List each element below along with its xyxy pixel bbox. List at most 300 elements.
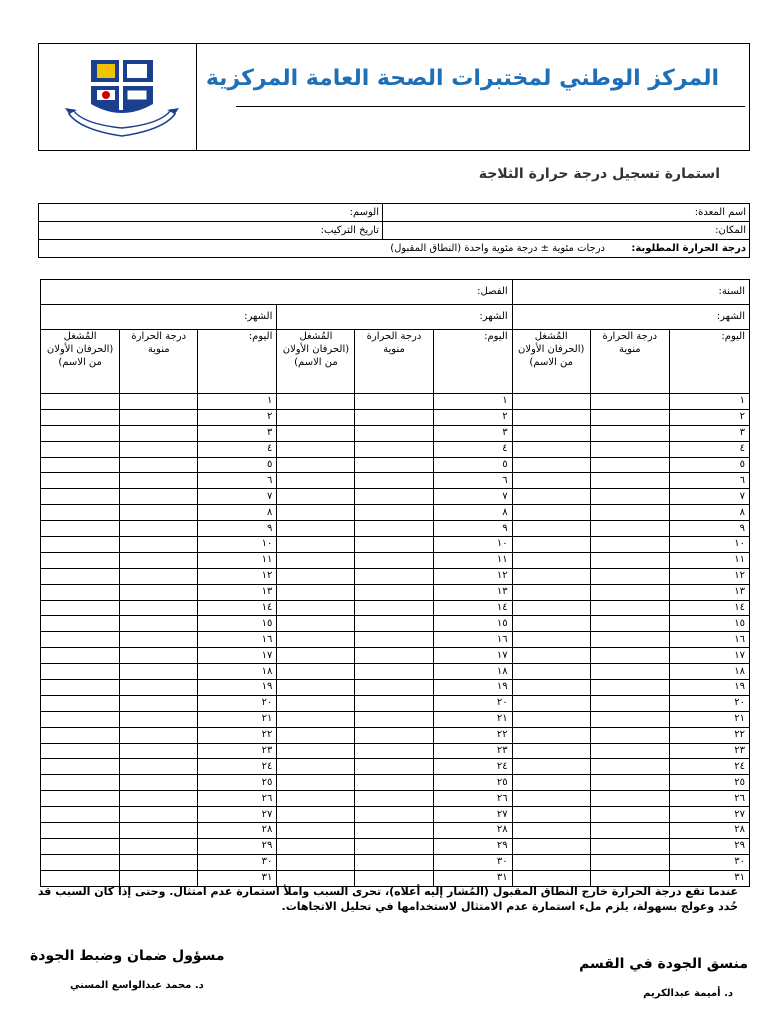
- day-number: ١٨: [198, 664, 277, 680]
- operator-initials-cell[interactable]: [41, 807, 120, 823]
- col-operator-header: المُشغل (الحرفان الأولان من الاسم): [277, 330, 355, 394]
- temperature-entry-cell[interactable]: [355, 727, 433, 743]
- operator-initials-cell[interactable]: [41, 664, 120, 680]
- temperature-entry-cell[interactable]: [590, 648, 669, 664]
- operator-initials-cell[interactable]: [512, 775, 590, 791]
- day-row: [41, 711, 750, 727]
- day-number: ٩: [433, 521, 512, 537]
- temperature-entry-cell[interactable]: [355, 648, 433, 664]
- day-number: ١٠: [198, 537, 277, 553]
- day-number: ٢٩: [198, 838, 277, 854]
- day-row: [41, 854, 750, 870]
- temperature-entry-cell[interactable]: [355, 680, 433, 696]
- day-number: ٣: [433, 425, 512, 441]
- temperature-entry-cell[interactable]: [120, 823, 198, 839]
- operator-initials-cell[interactable]: [41, 552, 120, 568]
- operator-initials-cell[interactable]: [277, 807, 355, 823]
- day-number: ٢٦: [669, 791, 749, 807]
- day-number: ٢١: [198, 711, 277, 727]
- operator-initials-cell[interactable]: [512, 616, 590, 632]
- operator-initials-cell[interactable]: [277, 632, 355, 648]
- temperature-entry-cell[interactable]: [590, 537, 669, 553]
- temperature-entry-cell[interactable]: [590, 616, 669, 632]
- day-number: ٢١: [669, 711, 749, 727]
- temperature-entry-cell[interactable]: [590, 505, 669, 521]
- operator-initials-cell[interactable]: [277, 664, 355, 680]
- day-number: ٢: [433, 409, 512, 425]
- temperature-entry-cell[interactable]: [590, 425, 669, 441]
- day-number: ٣٠: [433, 854, 512, 870]
- temperature-entry-cell[interactable]: [590, 759, 669, 775]
- header-box: [38, 43, 750, 151]
- day-number: ١٢: [433, 568, 512, 584]
- operator-initials-cell[interactable]: [277, 854, 355, 870]
- temperature-entry-cell[interactable]: [355, 457, 433, 473]
- temperature-entry-cell[interactable]: [355, 505, 433, 521]
- day-number: ١٩: [669, 680, 749, 696]
- temperature-entry-cell[interactable]: [355, 759, 433, 775]
- operator-initials-cell[interactable]: [277, 616, 355, 632]
- day-number: ٦: [669, 473, 749, 489]
- temperature-entry-cell[interactable]: [355, 838, 433, 854]
- operator-initials-cell[interactable]: [512, 743, 590, 759]
- day-row: [41, 441, 750, 457]
- day-number: ١١: [433, 552, 512, 568]
- operator-initials-cell[interactable]: [512, 854, 590, 870]
- temperature-entry-cell[interactable]: [120, 568, 198, 584]
- operator-initials-cell[interactable]: [41, 489, 120, 505]
- operator-initials-cell[interactable]: [277, 409, 355, 425]
- temperature-entry-cell[interactable]: [355, 791, 433, 807]
- day-number: ٢٩: [433, 838, 512, 854]
- day-row: [41, 600, 750, 616]
- temperature-entry-cell[interactable]: [590, 409, 669, 425]
- operator-initials-cell[interactable]: [41, 632, 120, 648]
- day-number: ٧: [433, 489, 512, 505]
- col-temp-header: درجة الحرارة منوية: [120, 330, 198, 394]
- temperature-entry-cell[interactable]: [355, 775, 433, 791]
- temperature-entry-cell[interactable]: [120, 425, 198, 441]
- col-temp-header: درجة الحرارة منوية: [590, 330, 669, 394]
- temperature-entry-cell[interactable]: [590, 441, 669, 457]
- temperature-entry-cell[interactable]: [120, 441, 198, 457]
- temperature-entry-cell[interactable]: [120, 616, 198, 632]
- operator-initials-cell[interactable]: [277, 759, 355, 775]
- temperature-entry-cell[interactable]: [590, 680, 669, 696]
- temperature-entry-cell[interactable]: [590, 584, 669, 600]
- day-number: ١: [198, 394, 277, 410]
- temperature-entry-cell[interactable]: [120, 394, 198, 410]
- day-number: ٢٨: [198, 823, 277, 839]
- operator-initials-cell[interactable]: [512, 394, 590, 410]
- temperature-entry-cell[interactable]: [120, 648, 198, 664]
- temperature-entry-cell[interactable]: [120, 727, 198, 743]
- operator-initials-cell[interactable]: [512, 838, 590, 854]
- temperature-entry-cell[interactable]: [355, 711, 433, 727]
- temperature-entry-cell[interactable]: [590, 743, 669, 759]
- temperature-entry-cell[interactable]: [355, 743, 433, 759]
- day-number: ٩: [669, 521, 749, 537]
- operator-initials-cell[interactable]: [512, 791, 590, 807]
- day-number: ١٦: [669, 632, 749, 648]
- operator-initials-cell[interactable]: [277, 791, 355, 807]
- operator-initials-cell[interactable]: [41, 537, 120, 553]
- temperature-entry-cell[interactable]: [590, 711, 669, 727]
- day-number: ١٥: [669, 616, 749, 632]
- operator-initials-cell[interactable]: [512, 807, 590, 823]
- operator-initials-cell[interactable]: [41, 775, 120, 791]
- day-row: [41, 648, 750, 664]
- day-row: [41, 584, 750, 600]
- temperature-entry-cell[interactable]: [355, 584, 433, 600]
- day-number: ٤: [198, 441, 277, 457]
- season-label: الفصل:: [477, 286, 508, 297]
- operator-initials-cell[interactable]: [277, 394, 355, 410]
- temperature-entry-cell[interactable]: [120, 505, 198, 521]
- day-number: ٢٩: [669, 838, 749, 854]
- operator-initials-cell[interactable]: [512, 521, 590, 537]
- temperature-entry-cell[interactable]: [120, 854, 198, 870]
- header-divider: [196, 44, 197, 150]
- operator-initials-cell[interactable]: [277, 775, 355, 791]
- temperature-entry-cell[interactable]: [355, 552, 433, 568]
- day-number: ٢٨: [669, 823, 749, 839]
- day-number: ٢٧: [669, 807, 749, 823]
- temperature-entry-cell[interactable]: [590, 664, 669, 680]
- center-logo: [61, 52, 183, 144]
- day-number: ١: [433, 394, 512, 410]
- operator-initials-cell[interactable]: [512, 409, 590, 425]
- operator-initials-cell[interactable]: [277, 727, 355, 743]
- temperature-entry-cell[interactable]: [120, 409, 198, 425]
- day-row: [41, 838, 750, 854]
- temperature-entry-cell[interactable]: [355, 409, 433, 425]
- quality-coordinator-title: منسق الجودة في القسم: [579, 956, 748, 972]
- operator-initials-cell[interactable]: [41, 521, 120, 537]
- tag-label: الوسم:: [349, 207, 379, 218]
- operator-initials-cell[interactable]: [512, 664, 590, 680]
- required-temp-label: درجة الحرارة المطلوبة:: [631, 243, 746, 254]
- day-number: ٨: [433, 505, 512, 521]
- day-number: ٢٤: [198, 759, 277, 775]
- day-number: ٢٦: [433, 791, 512, 807]
- temperature-entry-cell[interactable]: [590, 521, 669, 537]
- operator-initials-cell[interactable]: [41, 584, 120, 600]
- temperature-entry-cell[interactable]: [355, 632, 433, 648]
- day-row: [41, 807, 750, 823]
- operator-initials-cell[interactable]: [512, 441, 590, 457]
- month-cell-2[interactable]: [277, 305, 512, 330]
- temperature-entry-cell[interactable]: [355, 537, 433, 553]
- temperature-entry-cell[interactable]: [590, 775, 669, 791]
- temperature-entry-cell[interactable]: [120, 489, 198, 505]
- temperature-entry-cell[interactable]: [355, 425, 433, 441]
- day-number: ١٣: [198, 584, 277, 600]
- day-number: ٣٠: [669, 854, 749, 870]
- operator-initials-cell[interactable]: [512, 648, 590, 664]
- day-row: [41, 409, 750, 425]
- operator-initials-cell[interactable]: [41, 505, 120, 521]
- operator-initials-cell[interactable]: [512, 759, 590, 775]
- temperature-entry-cell[interactable]: [355, 854, 433, 870]
- day-row: [41, 537, 750, 553]
- temperature-entry-cell[interactable]: [120, 600, 198, 616]
- operator-initials-cell[interactable]: [41, 457, 120, 473]
- season-cell[interactable]: [41, 280, 513, 305]
- day-number: ١٩: [433, 680, 512, 696]
- day-number: ٨: [669, 505, 749, 521]
- day-row: [41, 521, 750, 537]
- day-number: ٢٠: [669, 695, 749, 711]
- temperature-entry-cell[interactable]: [120, 807, 198, 823]
- temperature-entry-cell[interactable]: [355, 807, 433, 823]
- temperature-entry-cell[interactable]: [120, 537, 198, 553]
- month-label: الشهر:: [716, 311, 745, 322]
- day-row: [41, 616, 750, 632]
- day-number: ٧: [669, 489, 749, 505]
- temperature-entry-cell[interactable]: [590, 568, 669, 584]
- temperature-entry-cell[interactable]: [120, 457, 198, 473]
- month-label: الشهر:: [479, 311, 508, 322]
- operator-initials-cell[interactable]: [512, 505, 590, 521]
- temperature-entry-cell[interactable]: [355, 568, 433, 584]
- operator-initials-cell[interactable]: [41, 568, 120, 584]
- temperature-entry-cell[interactable]: [120, 632, 198, 648]
- month-cell-3[interactable]: [41, 305, 277, 330]
- operator-initials-cell[interactable]: [277, 441, 355, 457]
- temperature-entry-cell[interactable]: [120, 711, 198, 727]
- form-title: استمارة تسجيل درجة حرارة الثلاجة: [478, 166, 720, 182]
- operator-initials-cell[interactable]: [512, 489, 590, 505]
- day-number: ٢٢: [669, 727, 749, 743]
- col-temp-header: درجة الحرارة منوية: [355, 330, 433, 394]
- operator-initials-cell[interactable]: [512, 600, 590, 616]
- operator-initials-cell[interactable]: [41, 727, 120, 743]
- col-day-header: اليوم:: [669, 330, 749, 394]
- day-number: ٤: [433, 441, 512, 457]
- temperature-entry-cell[interactable]: [120, 775, 198, 791]
- temperature-entry-cell[interactable]: [120, 584, 198, 600]
- tag-cell[interactable]: [39, 204, 383, 222]
- day-number: ٢٥: [669, 775, 749, 791]
- day-row: [41, 743, 750, 759]
- operator-initials-cell[interactable]: [41, 680, 120, 696]
- day-number: ٢٦: [198, 791, 277, 807]
- day-number: ١٤: [198, 600, 277, 616]
- title-underline: [236, 106, 745, 107]
- day-number: ١٣: [433, 584, 512, 600]
- day-number: ١١: [669, 552, 749, 568]
- qa-officer-name: د. محمد عبدالواسع المسني: [70, 980, 204, 991]
- operator-initials-cell[interactable]: [277, 584, 355, 600]
- day-number: ٣١: [669, 870, 749, 886]
- day-number: ٥: [198, 457, 277, 473]
- temperature-entry-cell[interactable]: [590, 394, 669, 410]
- day-number: ٦: [433, 473, 512, 489]
- operator-initials-cell[interactable]: [277, 457, 355, 473]
- operator-initials-cell[interactable]: [41, 854, 120, 870]
- col-operator-header: المُشغل (الحرفان الأولان من الاسم): [41, 330, 120, 394]
- day-row: [41, 505, 750, 521]
- temperature-entry-cell[interactable]: [355, 695, 433, 711]
- day-row: [41, 759, 750, 775]
- operator-initials-cell[interactable]: [512, 473, 590, 489]
- operator-initials-cell[interactable]: [512, 632, 590, 648]
- operator-initials-cell[interactable]: [512, 552, 590, 568]
- temperature-entry-cell[interactable]: [355, 600, 433, 616]
- operator-initials-cell[interactable]: [277, 648, 355, 664]
- day-number: ٥: [433, 457, 512, 473]
- day-number: ١٥: [198, 616, 277, 632]
- day-number: ١٠: [669, 537, 749, 553]
- temperature-entry-cell[interactable]: [355, 394, 433, 410]
- operator-initials-cell[interactable]: [41, 838, 120, 854]
- operator-initials-cell[interactable]: [41, 616, 120, 632]
- location-cell[interactable]: [383, 222, 750, 240]
- operator-initials-cell[interactable]: [41, 394, 120, 410]
- operator-initials-cell[interactable]: [277, 489, 355, 505]
- operator-initials-cell[interactable]: [512, 680, 590, 696]
- device-info-table: [38, 203, 750, 258]
- temperature-entry-cell[interactable]: [120, 680, 198, 696]
- operator-initials-cell[interactable]: [277, 568, 355, 584]
- month-cell-1[interactable]: [512, 305, 749, 330]
- operator-initials-cell[interactable]: [277, 537, 355, 553]
- day-number: ١٧: [198, 648, 277, 664]
- device-name-cell[interactable]: [383, 204, 750, 222]
- operator-initials-cell[interactable]: [41, 791, 120, 807]
- operator-initials-cell[interactable]: [512, 425, 590, 441]
- operator-initials-cell[interactable]: [512, 823, 590, 839]
- temperature-entry-cell[interactable]: [355, 664, 433, 680]
- temperature-entry-cell[interactable]: [120, 521, 198, 537]
- required-temp-value: درجات مئوية ± درجة مئوية واحدة (النطاق المقبول): [390, 243, 605, 254]
- operator-initials-cell[interactable]: [41, 711, 120, 727]
- temperature-entry-cell[interactable]: [355, 616, 433, 632]
- operator-initials-cell[interactable]: [277, 552, 355, 568]
- operator-initials-cell[interactable]: [277, 838, 355, 854]
- temperature-entry-cell[interactable]: [120, 552, 198, 568]
- operator-initials-cell[interactable]: [277, 473, 355, 489]
- operator-initials-cell[interactable]: [277, 425, 355, 441]
- day-number: ٢٤: [433, 759, 512, 775]
- col-day-header: اليوم:: [433, 330, 512, 394]
- temperature-entry-cell[interactable]: [590, 632, 669, 648]
- operator-initials-cell[interactable]: [512, 584, 590, 600]
- temperature-entry-cell[interactable]: [590, 807, 669, 823]
- operator-initials-cell[interactable]: [512, 537, 590, 553]
- day-number: ١٢: [198, 568, 277, 584]
- instruction-note: عندما تقع درجة الحرارة خارج النطاق المقبول (المُشار إليه أعلاه)، تحرى السبب واملأ استمارة عدم امتثال. وحتى إذا كان السبب قد حُدد وعولج بسهولة، يلزم ملء استمارة عدم الامتثال لاستخدامها في تحليل الاتجاهات.: [37, 885, 738, 913]
- day-number: ٢٠: [433, 695, 512, 711]
- temperature-entry-cell[interactable]: [590, 854, 669, 870]
- operator-initials-cell[interactable]: [512, 568, 590, 584]
- temperature-entry-cell[interactable]: [355, 473, 433, 489]
- operator-initials-cell[interactable]: [277, 521, 355, 537]
- install-date-label: تاريخ التركيب:: [320, 225, 379, 236]
- operator-initials-cell[interactable]: [41, 823, 120, 839]
- day-number: ٢٣: [433, 743, 512, 759]
- operator-initials-cell[interactable]: [277, 695, 355, 711]
- temperature-entry-cell[interactable]: [590, 823, 669, 839]
- operator-initials-cell[interactable]: [41, 759, 120, 775]
- operator-initials-cell[interactable]: [41, 441, 120, 457]
- day-number: ٣٠: [198, 854, 277, 870]
- temperature-entry-cell[interactable]: [590, 695, 669, 711]
- day-number: ٩: [198, 521, 277, 537]
- temperature-entry-cell[interactable]: [355, 521, 433, 537]
- temperature-entry-cell[interactable]: [120, 664, 198, 680]
- year-cell[interactable]: [512, 280, 749, 305]
- operator-initials-cell[interactable]: [41, 473, 120, 489]
- operator-initials-cell[interactable]: [512, 711, 590, 727]
- operator-initials-cell[interactable]: [41, 409, 120, 425]
- day-number: ٢٥: [433, 775, 512, 791]
- temperature-entry-cell[interactable]: [590, 457, 669, 473]
- temperature-entry-cell[interactable]: [590, 838, 669, 854]
- operator-initials-cell[interactable]: [41, 425, 120, 441]
- day-number: ١: [669, 394, 749, 410]
- temperature-entry-cell[interactable]: [590, 600, 669, 616]
- day-number: ١٨: [433, 664, 512, 680]
- operator-initials-cell[interactable]: [277, 711, 355, 727]
- temperature-entry-cell[interactable]: [590, 727, 669, 743]
- operator-initials-cell[interactable]: [277, 743, 355, 759]
- temperature-entry-cell[interactable]: [590, 489, 669, 505]
- day-number: ١٦: [198, 632, 277, 648]
- temperature-entry-cell[interactable]: [120, 838, 198, 854]
- operator-initials-cell[interactable]: [512, 727, 590, 743]
- operator-initials-cell[interactable]: [512, 457, 590, 473]
- temperature-entry-cell[interactable]: [120, 759, 198, 775]
- day-number: ١٧: [433, 648, 512, 664]
- qa-officer-title: مسؤول ضمان وضبط الجودة: [30, 948, 225, 964]
- required-temp-cell[interactable]: [39, 240, 750, 258]
- operator-initials-cell[interactable]: [277, 823, 355, 839]
- operator-initials-cell[interactable]: [277, 680, 355, 696]
- install-date-cell[interactable]: [39, 222, 383, 240]
- col-operator-header: المُشغل (الحرفان الأولان من الاسم): [512, 330, 590, 394]
- day-number: ٢٧: [198, 807, 277, 823]
- day-number: ١٨: [669, 664, 749, 680]
- temperature-entry-cell[interactable]: [120, 791, 198, 807]
- page-title: المركز الوطني لمختبرات الصحة العامة المركزية: [205, 66, 719, 91]
- temperature-entry-cell[interactable]: [355, 441, 433, 457]
- day-number: ٢٤: [669, 759, 749, 775]
- operator-initials-cell[interactable]: [512, 695, 590, 711]
- temperature-entry-cell[interactable]: [590, 473, 669, 489]
- temperature-log-table: [40, 279, 750, 887]
- operator-initials-cell[interactable]: [41, 648, 120, 664]
- operator-initials-cell[interactable]: [277, 505, 355, 521]
- operator-initials-cell[interactable]: [277, 600, 355, 616]
- location-label: المكان:: [715, 225, 746, 236]
- temperature-entry-cell[interactable]: [355, 489, 433, 505]
- device-name-label: اسم المعدة:: [694, 207, 746, 218]
- day-number: ٢٢: [433, 727, 512, 743]
- day-number: ٢٣: [198, 743, 277, 759]
- temperature-entry-cell[interactable]: [590, 791, 669, 807]
- operator-initials-cell[interactable]: [41, 695, 120, 711]
- temperature-entry-cell[interactable]: [120, 695, 198, 711]
- temperature-entry-cell[interactable]: [355, 823, 433, 839]
- day-number: ٢٠: [198, 695, 277, 711]
- temperature-entry-cell[interactable]: [120, 743, 198, 759]
- operator-initials-cell[interactable]: [41, 743, 120, 759]
- temperature-entry-cell[interactable]: [590, 552, 669, 568]
- operator-initials-cell[interactable]: [41, 600, 120, 616]
- temperature-entry-cell[interactable]: [120, 473, 198, 489]
